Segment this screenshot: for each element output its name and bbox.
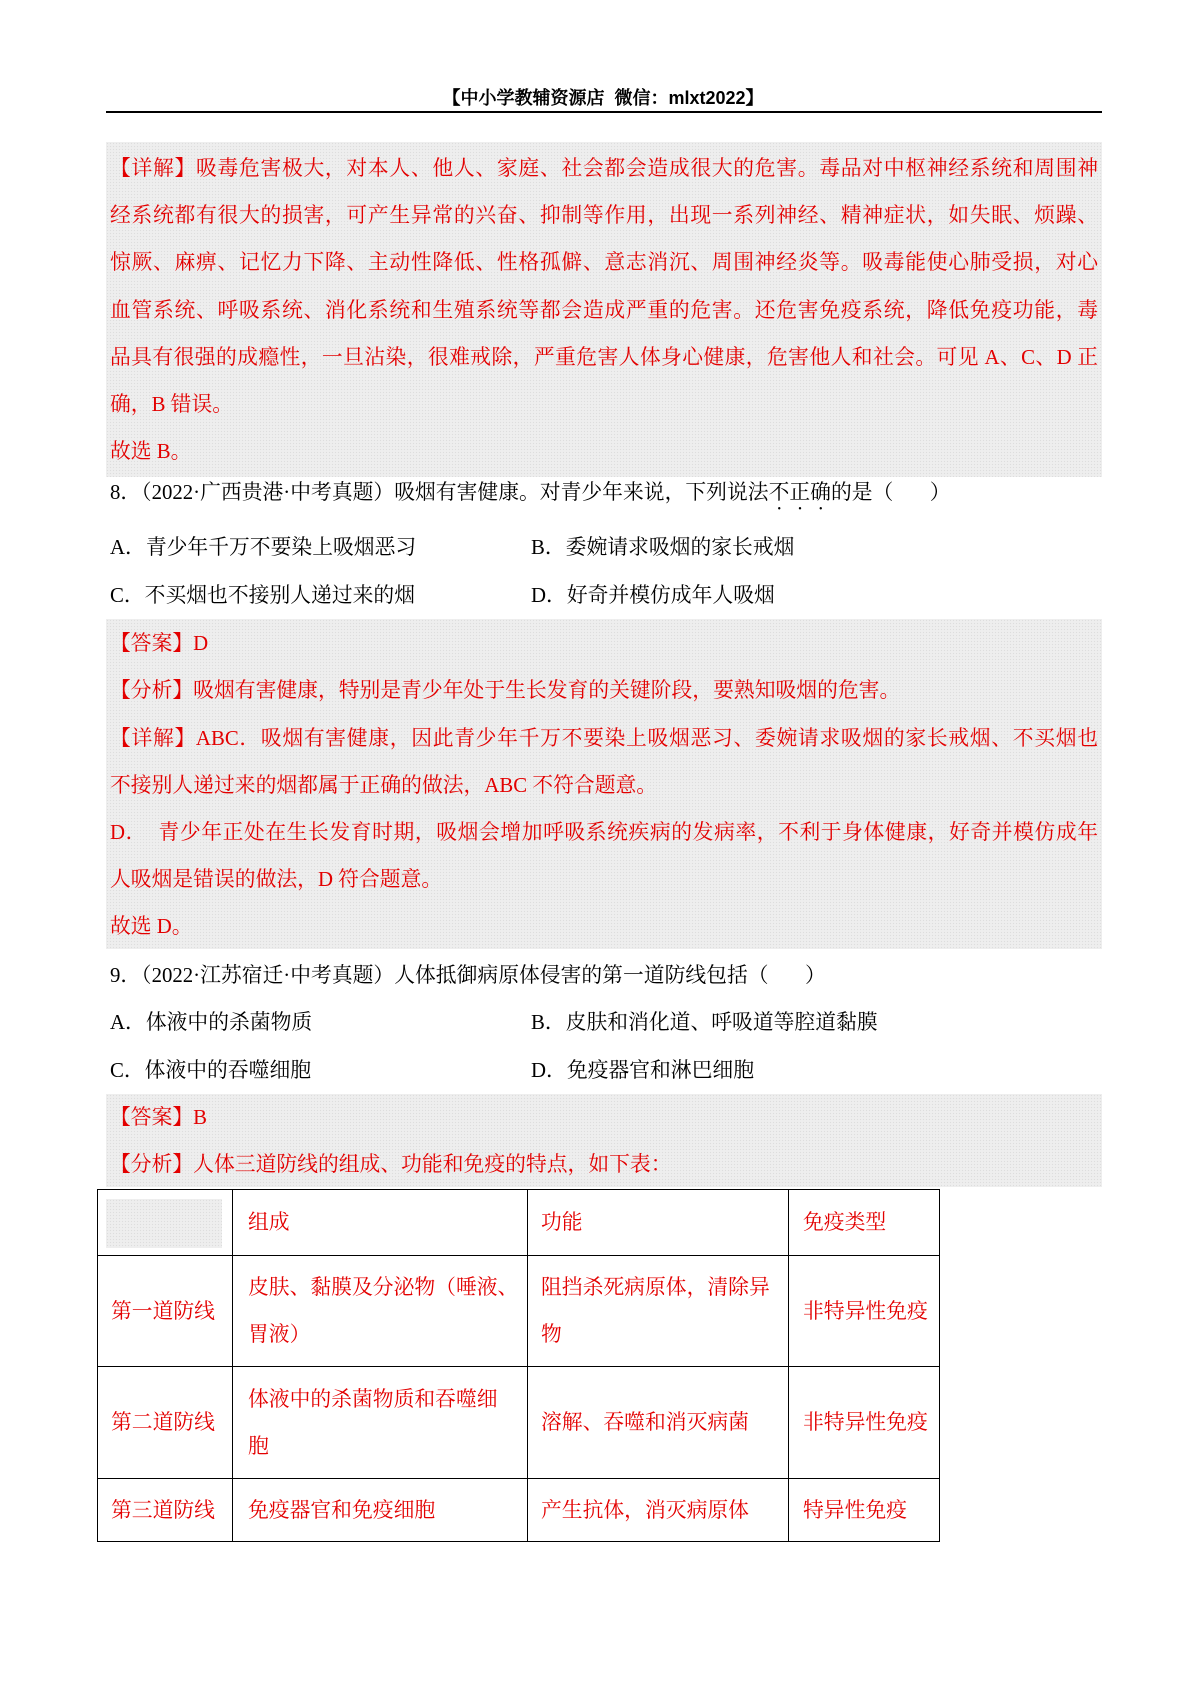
function-line: 产生抗体，消灭病原体 <box>541 1498 749 1522</box>
q8-detail-d-line: D． 青少年正处在生长发育时期，吸烟会增加呼吸系统疾病的发病率，不利于身体健康，好奇并模仿成年 <box>110 821 1098 844</box>
q8-detail-d-line: 人吸烟是错误的做法，D 符合题意。 <box>110 868 443 891</box>
function-line: 物 <box>541 1323 562 1346</box>
question-8-stem-text: 8．（2022·广西贵港·中考真题）吸烟有害健康。对青少年来说，下列说法 <box>110 481 769 504</box>
q7-detail-line: 【详解】吸毒危害极大，对本人、他人、家庭、社会都会造成很大的危害。毒品对中枢神经系统和周围神 <box>110 157 1098 180</box>
composition-line: 体液中的杀菌物质和吞噬细 <box>248 1387 498 1411</box>
table-row <box>98 1479 940 1542</box>
row-label: 第一道防线 <box>111 1299 215 1323</box>
q9-answer: 【答案】B <box>110 1106 208 1129</box>
composition-line: 皮肤、黏膜及分泌物（唾液、 <box>248 1276 519 1299</box>
table-header-immunity-type <box>789 1190 940 1256</box>
function-cell <box>528 1367 789 1479</box>
row-label: 第三道防线 <box>111 1498 215 1522</box>
header-label: 免疫类型 <box>803 1211 887 1234</box>
q8-detail-abc-line: 【详解】ABC．吸烟有害健康，因此青少年千万不要染上吸烟恶习、委婉请求吸烟的家长戒烟、不买烟也 <box>110 727 1098 750</box>
header-label: 组成 <box>248 1211 290 1234</box>
question-8-option-d: D．好奇并模仿成年人吸烟 <box>531 584 775 607</box>
row-label-cell <box>98 1367 233 1479</box>
row-label: 第二道防线 <box>111 1411 215 1434</box>
question-9-option-a: A．体液中的杀菌物质 <box>110 1011 313 1034</box>
composition-line: 胞 <box>248 1434 269 1458</box>
q8-detail-abc-line: 不接别人递过来的烟都属于正确的做法，ABC 不符合题意。 <box>110 774 658 797</box>
q7-detail-line: 经系统都有很大的损害，可产生异常的兴奋、抑制等作用，出现一系列神经、精神症状，如失眠、烦躁、 <box>110 204 1098 227</box>
q8-analysis: 【分析】吸烟有害健康，特别是青少年处于生长发育的关键阶段，要熟知吸烟的危害。 <box>110 679 901 702</box>
composition-cell <box>233 1256 528 1367</box>
q8-conclusion: 故选 D。 <box>110 915 193 938</box>
question-9-option-c: C．体液中的吞噬细胞 <box>110 1059 312 1082</box>
table-row <box>98 1256 940 1367</box>
question-8-option-c: C．不买烟也不接别人递过来的烟 <box>110 584 416 607</box>
question-8-stem <box>110 473 951 513</box>
immunity-cell <box>789 1479 940 1542</box>
table-row <box>98 1367 940 1479</box>
q7-conclusion: 故选 B。 <box>110 440 192 463</box>
function-cell <box>528 1479 789 1542</box>
defense-lines-table <box>97 1189 940 1542</box>
function-line: 溶解、吞噬和消灭病菌 <box>541 1411 749 1434</box>
composition-line: 免疫器官和免疫细胞 <box>248 1498 436 1522</box>
q7-detail-line: 品具有很强的成瘾性，一旦沾染，很难戒除，严重危害人体身心健康，危害他人和社会。可见 A、C、D 正 <box>110 346 1098 369</box>
composition-line: 胃液） <box>248 1323 311 1346</box>
composition-cell <box>233 1367 528 1479</box>
table-corner-cell <box>98 1190 233 1256</box>
immunity-type: 特异性免疫 <box>803 1498 907 1522</box>
composition-cell <box>233 1479 528 1542</box>
table-header-composition <box>233 1190 528 1256</box>
table-header-function <box>528 1190 789 1256</box>
question-8-option-b: B．委婉请求吸烟的家长戒烟 <box>531 536 795 559</box>
immunity-type: 非特异性免疫 <box>803 1299 928 1323</box>
page-header-title: 【中小学教辅资源店 微信：mlxt2022】 <box>442 88 764 108</box>
row-label-cell <box>98 1256 233 1367</box>
immunity-cell <box>789 1256 940 1367</box>
question-9-stem: 9．（2022·江苏宿迁·中考真题）人体抵御病原体侵害的第一道防线包括（ ） <box>110 964 826 987</box>
q9-analysis: 【分析】人体三道防线的组成、功能和免疫的特点，如下表： <box>110 1153 672 1176</box>
question-8-option-a: A．青少年千万不要染上吸烟恶习 <box>110 536 417 559</box>
question-8-stem-end: 的是（ ） <box>830 481 951 504</box>
corner-shade <box>106 1199 222 1248</box>
row-label-cell <box>98 1479 233 1542</box>
function-line: 阻挡杀死病原体，清除异 <box>541 1276 770 1299</box>
q7-detail-line: 血管系统、呼吸系统、消化系统和生殖系统等都会造成严重的危害。还危害免疫系统，降低免疫功能，毒 <box>110 299 1098 322</box>
q7-detail-line: 惊厥、麻痹、记忆力下降、主动性降低、性格孤僻、意志消沉、周围神经炎等。吸毒能使心肺受损，对心 <box>110 251 1098 274</box>
question-9-option-d: D．免疫器官和淋巴细胞 <box>531 1059 754 1082</box>
header-label: 功能 <box>541 1211 583 1234</box>
q8-answer: 【答案】D <box>110 632 209 655</box>
header-rule <box>106 111 1102 113</box>
q7-detail-line: 确，B 错误。 <box>110 393 234 416</box>
immunity-type: 非特异性免疫 <box>803 1411 928 1434</box>
table-header-row <box>98 1190 940 1256</box>
function-cell <box>528 1256 789 1367</box>
question-9-option-b: B．皮肤和消化道、呼吸道等腔道黏膜 <box>531 1011 878 1034</box>
question-8-emphasis: 不正确 <box>768 481 831 504</box>
immunity-cell <box>789 1367 940 1479</box>
